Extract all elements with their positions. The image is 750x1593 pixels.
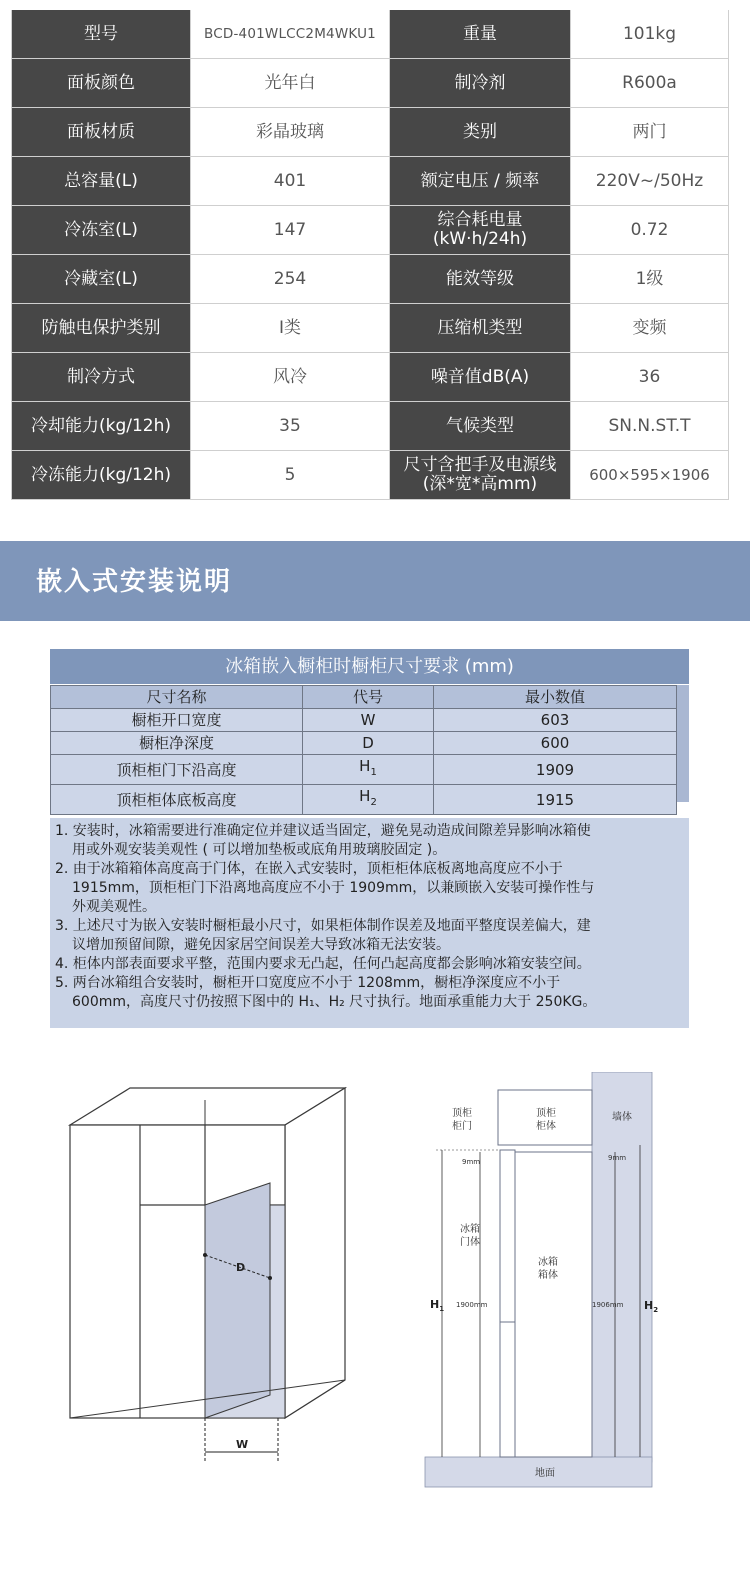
- spec-key-line1: 尺寸含把手及电源线: [403, 455, 557, 475]
- wall-label: 墙体: [612, 1112, 632, 1123]
- spec-key: 额定电压 / 频率: [390, 157, 571, 206]
- section-title: 嵌入式安装说明: [36, 567, 233, 597]
- table-row: [12, 10, 729, 59]
- spec-value: 变频: [571, 304, 729, 353]
- dimension-code: W: [303, 709, 434, 732]
- top-door-label: 柜门: [452, 1121, 472, 1132]
- dimension-value: 1909: [434, 755, 677, 785]
- note-line: 用或外观安装美观性 ( 可以增加垫板或底角用玻璃胶固定 )。: [72, 842, 447, 858]
- spec-key: 制冷剂: [390, 59, 571, 108]
- spec-key-line2: (深*宽*高mm): [422, 474, 538, 494]
- table-row: [51, 755, 677, 785]
- table-row: [12, 402, 729, 451]
- note-line: 外观美观性。: [72, 899, 156, 915]
- table-row: [12, 304, 729, 353]
- column-header: 代号: [303, 686, 434, 709]
- cabinet-diagram: [60, 1080, 350, 1495]
- spec-key: 面板材质: [12, 108, 191, 157]
- requirements-shade: [676, 685, 689, 802]
- spec-table: [11, 10, 729, 500]
- note-line: 4. 柜体内部表面要求平整，范围内要求无凸起，任何凸起高度都会影响冰箱安装空间。: [55, 956, 591, 972]
- spec-value: 35: [191, 402, 390, 451]
- top-door-label: 顶柜: [452, 1108, 472, 1119]
- spec-key: 总容量(L): [12, 157, 191, 206]
- top-body-label: 柜体: [536, 1121, 556, 1132]
- dimension-code: [303, 785, 434, 815]
- spec-value: 220V~/50Hz: [571, 157, 729, 206]
- fridge-door-label: 门体: [460, 1237, 480, 1248]
- spec-key: 重量: [390, 10, 571, 59]
- side-elevation-diagram: [420, 1072, 660, 1497]
- spec-value: 两门: [571, 108, 729, 157]
- table-row: [12, 108, 729, 157]
- note-line: 1. 安装时，冰箱需要进行准确定位并建议适当固定，避免晃动造成间隙差异影响冰箱使: [55, 823, 591, 839]
- right-dimension-label: 1906mm: [592, 1301, 624, 1309]
- dimension-name: 顶柜柜门下沿高度: [51, 755, 303, 785]
- dimension-code: D: [303, 732, 434, 755]
- code-letter: H: [359, 757, 371, 775]
- dimension-dot: [268, 1276, 272, 1280]
- depth-label: D: [236, 1261, 246, 1274]
- table-row: [51, 785, 677, 815]
- spec-value: 风冷: [191, 353, 390, 402]
- cabinet-side: [285, 1088, 345, 1418]
- code-subscript: 2: [370, 797, 377, 808]
- table-row: [12, 255, 729, 304]
- spec-value: 彩晶玻璃: [191, 108, 390, 157]
- h2-label: $H_2$: [644, 1299, 659, 1314]
- table-row: [12, 59, 729, 108]
- code-subscript: 1: [370, 767, 377, 778]
- spec-key: 冷冻室(L): [12, 206, 191, 255]
- spec-value: 401: [191, 157, 390, 206]
- requirements-table: [50, 685, 677, 815]
- dimension-name: 橱柜开口宽度: [51, 709, 303, 732]
- table-row: [12, 353, 729, 402]
- note-line: 1915mm，顶柜柜门下沿离地高度应不小于 1909mm，以兼顾嵌入安装可操作性与: [72, 880, 595, 896]
- dimension-value: 603: [434, 709, 677, 732]
- spec-value: 1级: [571, 255, 729, 304]
- spec-key: 冷冻能力(kg/12h): [12, 451, 191, 500]
- spec-key: 能效等级: [390, 255, 571, 304]
- opening-back: [205, 1183, 270, 1418]
- spec-key: 型号: [12, 10, 191, 59]
- table-row: [12, 206, 729, 255]
- spec-value: 36: [571, 353, 729, 402]
- spec-value: 101kg: [571, 10, 729, 59]
- column-header: 尺寸名称: [51, 686, 303, 709]
- gap-right-label: 9mm: [608, 1154, 627, 1162]
- table-row: [12, 451, 729, 500]
- fridge-body: [515, 1152, 592, 1457]
- table-row: [51, 732, 677, 755]
- table-header-row: [51, 686, 677, 709]
- fridge-body-label: 箱体: [538, 1270, 558, 1281]
- note-line: 议增加预留间隙，避免因家居空间误差大导致冰箱无法安装。: [72, 937, 450, 953]
- code-letter: H: [359, 787, 371, 805]
- dimension-value: 1915: [434, 785, 677, 815]
- spec-key: [390, 206, 571, 255]
- note-item: [55, 955, 683, 974]
- spec-value: SN.N.ST.T: [571, 402, 729, 451]
- spec-key: [390, 451, 571, 500]
- width-label: W: [236, 1438, 249, 1451]
- spec-key: 压缩机类型: [390, 304, 571, 353]
- installation-notes: [50, 818, 689, 1028]
- spec-key-line1: 综合耗电量: [437, 210, 523, 230]
- note-item: [55, 822, 683, 860]
- note-item: [55, 974, 683, 1012]
- dimension-dot: [203, 1253, 207, 1257]
- dimension-value: 600: [434, 732, 677, 755]
- spec-value: R600a: [571, 59, 729, 108]
- top-body-label: 顶柜: [536, 1108, 556, 1119]
- spec-key: 面板颜色: [12, 59, 191, 108]
- spec-key: 气候类型: [390, 402, 571, 451]
- dimension-name: 顶柜柜体底板高度: [51, 785, 303, 815]
- spec-value: 5: [191, 451, 390, 500]
- spec-key: 类别: [390, 108, 571, 157]
- spec-key: 防触电保护类别: [12, 304, 191, 353]
- fridge-body-label: 冰箱: [538, 1257, 558, 1268]
- spec-key: 冷却能力(kg/12h): [12, 402, 191, 451]
- fridge-door-label: 冰箱: [460, 1224, 480, 1235]
- notes-list: [50, 818, 689, 1012]
- dimension-code: [303, 755, 434, 785]
- column-header: 最小数值: [434, 686, 677, 709]
- note-line: 600mm，高度尺寸仍按照下图中的 H₁、H₂ 尺寸执行。地面承重能力大于 250KG。: [72, 994, 597, 1010]
- wall: [592, 1072, 652, 1462]
- table-row: [51, 709, 677, 732]
- gap-left-label: 9mm: [462, 1158, 481, 1166]
- note-line: 3. 上述尺寸为嵌入安装时橱柜最小尺寸，如果柜体制作误差及地面平整度误差偏大，建: [55, 918, 591, 934]
- table-row: [12, 157, 729, 206]
- spec-value: 600×595×1906: [571, 451, 729, 500]
- spec-key: 制冷方式: [12, 353, 191, 402]
- note-item: [55, 917, 683, 955]
- h1-label: $H_1$: [430, 1298, 445, 1313]
- spec-value: 147: [191, 206, 390, 255]
- dimension-name: 橱柜净深度: [51, 732, 303, 755]
- spec-value: BCD-401WLCC2M4WKU1: [191, 10, 390, 59]
- spec-key-line2: (kW·h/24h): [432, 229, 528, 249]
- left-dimension-label: 1900mm: [456, 1301, 488, 1309]
- note-item: [55, 860, 683, 917]
- note-line: 5. 两台冰箱组合安装时，橱柜开口宽度应不小于 1208mm，橱柜净深度应不小于: [55, 975, 561, 991]
- fridge-door: [500, 1150, 515, 1457]
- spec-key: 冷藏室(L): [12, 255, 191, 304]
- spec-value: 0.72: [571, 206, 729, 255]
- spec-key: 噪音值dB(A): [390, 353, 571, 402]
- spec-value: 254: [191, 255, 390, 304]
- requirements-title: 冰箱嵌入橱柜时橱柜尺寸要求 (mm): [50, 649, 689, 684]
- floor-label: 地面: [535, 1468, 555, 1479]
- note-line: 2. 由于冰箱箱体高度高于门体，在嵌入式安装时，顶柜柜体底板离地高度应不小于: [55, 861, 563, 877]
- spec-value: I类: [191, 304, 390, 353]
- spec-value: 光年白: [191, 59, 390, 108]
